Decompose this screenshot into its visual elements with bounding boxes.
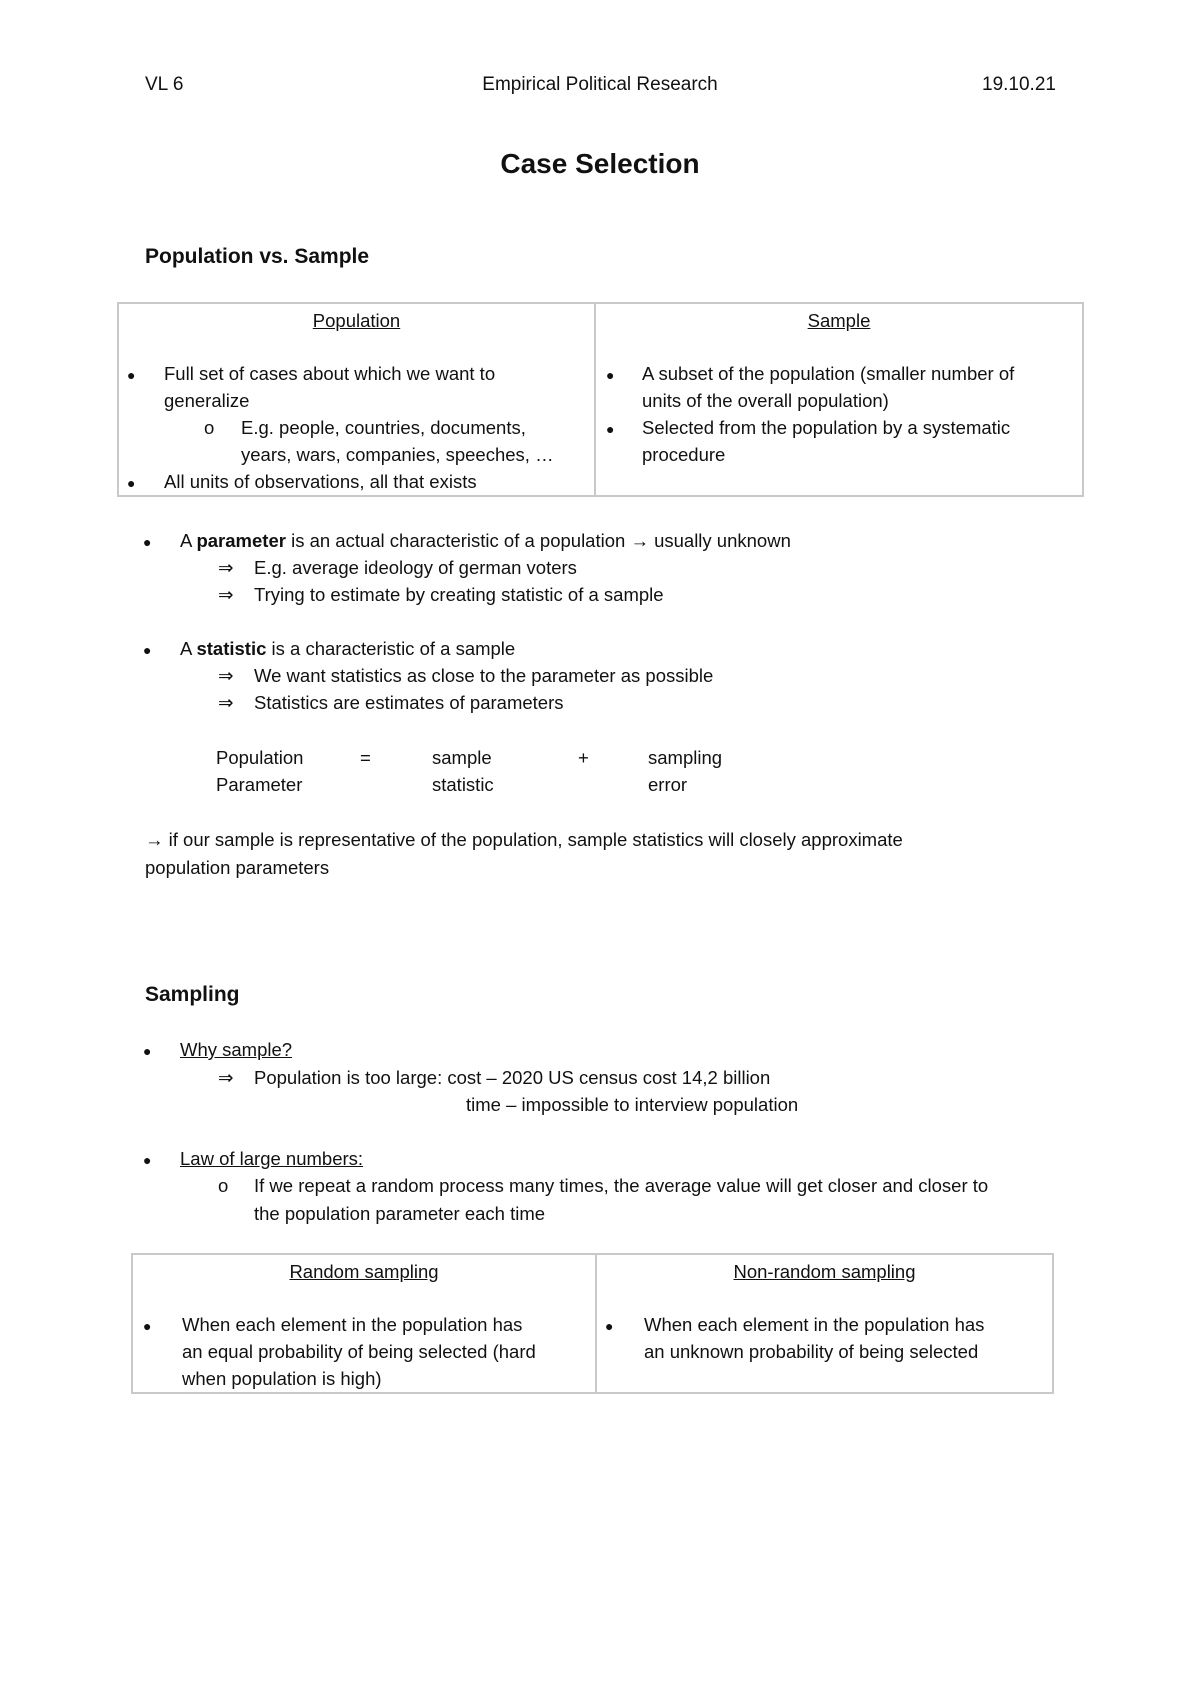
sample-column (594, 304, 1082, 495)
header-center: Empirical Political Research (482, 74, 718, 95)
non-random-sampling-column (595, 1255, 1052, 1392)
why-sample-time: time – impossible to interview population (466, 1094, 799, 1115)
statistic-definition (180, 635, 515, 662)
bullet-icon: ● (605, 1318, 614, 1334)
sample-bullet-1-line-2: units of the overall population) (642, 390, 889, 411)
equation-sampling: sampling (648, 747, 723, 768)
population-sub-bullet-line-2: years, wars, companies, speeches, … (241, 444, 554, 465)
bullet-icon: ● (606, 421, 615, 437)
random-sampling-heading: Random sampling (289, 1261, 439, 1282)
parameter-sub-1: E.g. average ideology of german voters (254, 557, 577, 578)
why-sample-cost: Population is too large: cost – 2020 US census cost 14,2 billion (254, 1067, 771, 1088)
population-bullet-2: All units of observations, all that exists (164, 471, 477, 492)
bullet-icon: ● (606, 367, 615, 383)
law-of-large-numbers-label: Law of large numbers: (180, 1148, 364, 1169)
population-sub-bullet-line-1: E.g. people, countries, documents, (241, 417, 526, 438)
bullet-icon: ● (143, 642, 152, 658)
bullet-icon: ● (143, 1043, 152, 1059)
non-random-sampling-line-1: When each element in the population has (644, 1314, 985, 1335)
equation-parameter: Parameter (216, 774, 303, 795)
right-arrow-icon: → (145, 829, 164, 850)
implies-arrow-icon: ⇒ (218, 692, 234, 713)
conclusion-line-2: population parameters (145, 857, 330, 878)
sampling-types-table (131, 1253, 1054, 1394)
statistic-sub-1: We want statistics as close to the parameter as possible (254, 665, 714, 686)
bullet-icon: ● (143, 1152, 152, 1168)
bullet-icon: ● (143, 1318, 152, 1334)
parameter-definition (180, 527, 791, 554)
population-bullet-1-line-1: Full set of cases about which we want to (164, 363, 496, 384)
right-arrow-icon: → (630, 530, 649, 551)
conclusion-line-1 (145, 826, 903, 853)
sample-column-heading: Sample (807, 310, 871, 331)
equation-error: error (648, 774, 688, 795)
equation-population: Population (216, 747, 304, 768)
random-sampling-line-1: When each element in the population has (182, 1314, 523, 1335)
implies-arrow-icon: ⇒ (218, 665, 234, 686)
header-left: VL 6 (145, 74, 184, 95)
equation-sample: sample (432, 747, 492, 768)
statistic-pre: A (180, 638, 197, 659)
circle-bullet-icon: o (204, 417, 215, 438)
bullet-icon: ● (127, 475, 136, 491)
bullet-icon: ● (143, 534, 152, 550)
equation-statistic: statistic (432, 774, 494, 795)
implies-arrow-icon: ⇒ (218, 557, 234, 578)
implies-arrow-icon: ⇒ (218, 584, 234, 605)
population-column-heading: Population (312, 310, 401, 331)
population-bullet-1-line-2: generalize (164, 390, 250, 411)
random-sampling-column (133, 1255, 595, 1392)
section-heading-sampling: Sampling (145, 983, 240, 1006)
sample-bullet-1-line-1: A subset of the population (smaller number of (642, 363, 1015, 384)
parameter-pre: A (180, 530, 197, 551)
law-text-line-2: the population parameter each time (254, 1203, 546, 1224)
statistic-post: is a characteristic of a sample (266, 638, 516, 659)
parameter-tail: usually unknown (648, 530, 791, 551)
sample-bullet-2-line-1: Selected from the population by a systematic (642, 417, 1011, 438)
parameter-post: is an actual characteristic of a population (285, 530, 631, 551)
bullet-icon: ● (127, 367, 136, 383)
law-text-line-1: If we repeat a random process many times, the average value will get closer and closer to (254, 1175, 989, 1196)
non-random-sampling-line-2: an unknown probability of being selected (644, 1341, 979, 1362)
equation-plus: + (578, 747, 589, 768)
implies-arrow-icon: ⇒ (218, 1067, 234, 1088)
header-date: 19.10.21 (982, 74, 1056, 95)
circle-bullet-icon: o (218, 1175, 229, 1196)
statistic-term: statistic (196, 638, 267, 659)
equation-equals: = (360, 747, 371, 768)
parameter-term: parameter (196, 530, 286, 551)
population-sample-table (117, 302, 1084, 497)
random-sampling-line-2: an equal probability of being selected (hard (182, 1341, 536, 1362)
why-sample-label: Why sample? (180, 1039, 293, 1060)
page-title: Case Selection (500, 148, 700, 179)
sample-bullet-2-line-2: procedure (642, 444, 726, 465)
non-random-sampling-heading: Non-random sampling (733, 1261, 916, 1282)
random-sampling-line-3: when population is high) (182, 1368, 382, 1389)
conclusion-text-1: if our sample is representative of the population, sample statistics will closely approximate (163, 829, 903, 850)
population-column (119, 304, 594, 495)
section-heading-population-vs-sample: Population vs. Sample (145, 245, 370, 268)
parameter-sub-2: Trying to estimate by creating statistic of a sample (254, 584, 664, 605)
statistic-sub-2: Statistics are estimates of parameters (254, 692, 564, 713)
